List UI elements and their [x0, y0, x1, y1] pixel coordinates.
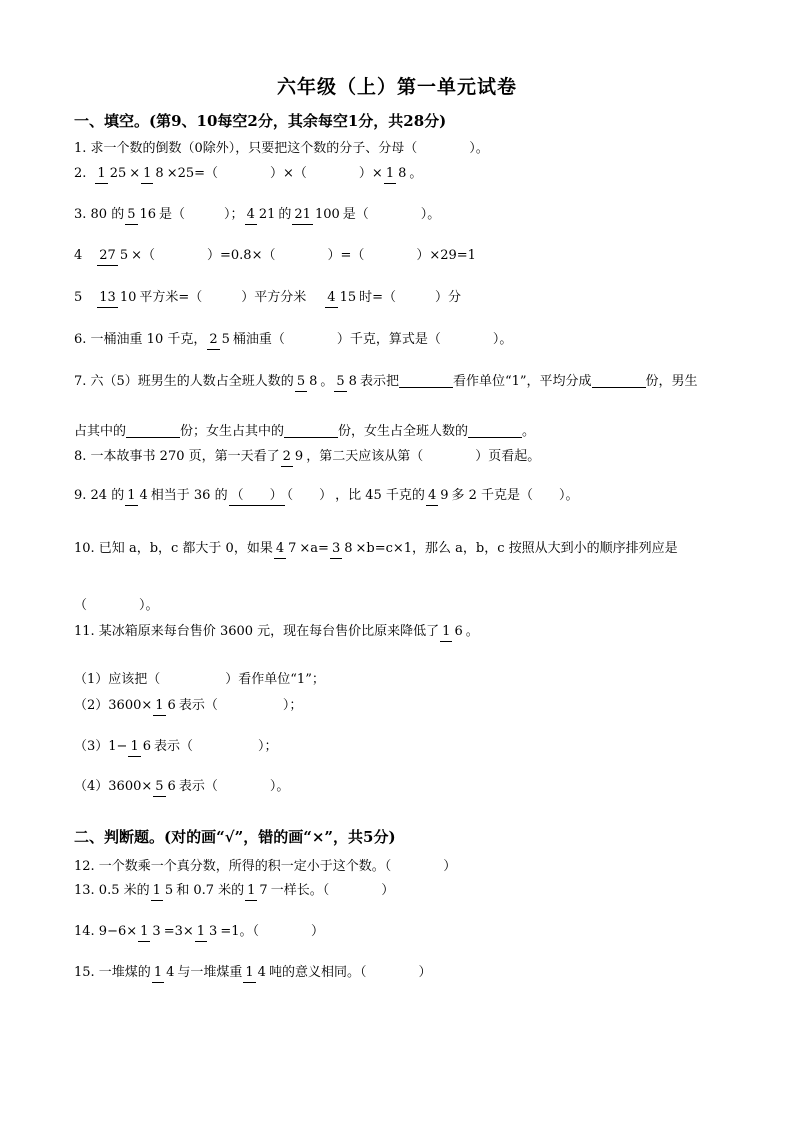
question-7: [74, 375, 698, 388]
answer-blank[interactable]: [468, 425, 522, 438]
fraction: 5 8: [295, 375, 320, 388]
question-6: [74, 333, 512, 346]
fraction: 3 8: [330, 542, 355, 555]
question-7-text: 7. 六（5）班男生的人数占全班人数的: [74, 374, 294, 389]
question-4-number: 4: [74, 248, 83, 263]
question-10-text: ×a=: [299, 541, 329, 556]
question-8-text: ，第二天应该从第（ ）页看起。: [306, 449, 541, 464]
question-15-text: 吨的意义相同。（ ）: [268, 965, 432, 980]
fraction: 1 8: [141, 167, 166, 180]
fraction: 4 21: [245, 208, 278, 221]
question-9-text: 多 2 千克是（ ）。: [451, 488, 579, 503]
punctuation: 。: [522, 424, 536, 439]
section-1-heading: 一、填空。(第9、10每空2分，其余每空1分，共28分): [74, 112, 447, 130]
question-7-text: 占其中的: [74, 424, 127, 439]
question-11-sub-2: [74, 699, 302, 712]
question-9-text: ，比 45 千克的: [335, 488, 425, 503]
fraction: 4 15: [325, 291, 358, 304]
fraction: 4 7: [274, 542, 299, 555]
question-11-text: 表示（ ）；: [178, 698, 303, 713]
section-2-heading: 二、判断题。(对的画“√”，错的画“×”，共5分): [74, 828, 396, 846]
question-10-text: （ ）。: [74, 598, 159, 613]
question-9: [74, 489, 579, 502]
fraction: 1 5: [151, 884, 176, 897]
question-5-text: 时=（ ）分: [359, 290, 462, 305]
question-11-sub-3: [74, 740, 278, 753]
punctuation: 。: [465, 624, 479, 639]
question-10-line-2: [74, 599, 159, 612]
fraction: 1 3: [138, 925, 163, 938]
fraction: 1 7: [245, 884, 270, 897]
punctuation: 。: [409, 166, 423, 181]
question-5-number: 5: [74, 290, 83, 305]
question-13-text: 和 0.7 米的: [176, 883, 245, 898]
question-3-text: 3. 80 的: [74, 207, 125, 222]
question-7-text: 看作单位“1”，平均分成: [452, 374, 592, 389]
question-14-text: =3×: [163, 924, 194, 939]
question-11: [74, 625, 479, 638]
page-title: 六年级（上）第一单元试卷: [276, 76, 517, 98]
question-14-text: =1。（ ）: [220, 924, 324, 939]
question-4: [74, 249, 476, 262]
question-10: [74, 542, 678, 555]
question-2-number: 2.: [74, 166, 87, 181]
answer-blank[interactable]: [126, 425, 180, 438]
question-9-text: 相当于 36 的: [150, 488, 228, 503]
question-11-sub-4: [74, 780, 289, 793]
fraction: 13 10: [97, 291, 138, 304]
fraction: 1 6: [440, 625, 465, 638]
question-15-text: 与一堆煤重: [177, 965, 243, 980]
blank-fraction[interactable]: （ ） （ ）: [229, 489, 335, 502]
fraction: 2 9: [281, 450, 306, 463]
question-14: [74, 925, 324, 938]
fraction: 27 5: [97, 249, 130, 262]
fraction: 5 6: [153, 780, 178, 793]
question-7-text: 表示把: [359, 374, 399, 389]
question-15: [74, 966, 431, 979]
question-11-text: （3）1−: [74, 739, 128, 754]
fraction: 1 6: [153, 699, 178, 712]
times-sign: ×: [129, 166, 141, 181]
question-15-text: 15. 一堆煤的: [74, 965, 151, 980]
fraction: 1 4: [243, 966, 268, 979]
question-12-text: 12. 一个数乘一个真分数，所得的积一定小于这个数。（ ）: [74, 859, 457, 874]
question-11-text: （2）3600×: [74, 698, 153, 713]
question-11-text: （4）3600×: [74, 779, 153, 794]
answer-blank[interactable]: [284, 425, 338, 438]
question-10-text: 10. 已知 a，b，c 都大于 0，如果: [74, 541, 273, 556]
question-13-text: 一样长。（ ）: [270, 883, 395, 898]
fraction: 1 8: [384, 167, 409, 180]
fraction: 5 16: [125, 208, 158, 221]
question-12: [74, 860, 456, 873]
question-10-text: ×b=c×1，那么 a，b，c 按照从大到小的顺序排列应是: [355, 541, 678, 556]
fraction: 5 8: [334, 375, 359, 388]
question-6-text: 桶油重（ ）千克，算式是（ ）。: [232, 332, 513, 347]
question-11-text: 表示（ ）；: [154, 739, 278, 754]
question-3-text: 的: [278, 207, 292, 222]
fraction: 2 5: [207, 333, 232, 346]
fraction: 1 25: [95, 167, 128, 180]
question-1-text: 1. 求一个数的倒数（0除外），只要把这个数的分子、分母（ ）。: [74, 141, 489, 156]
question-5: [74, 291, 461, 304]
question-1: [74, 142, 489, 155]
question-8-text: 8. 一本故事书 270 页，第一天看了: [74, 449, 280, 464]
question-11-sub-1: [74, 673, 325, 686]
question-8: [74, 450, 540, 463]
question-7-line-2: [74, 425, 535, 438]
question-2-text: ×25=（ ）×（ ）×: [166, 166, 383, 181]
question-7-text: 份，女生占全班人数的: [338, 424, 469, 439]
question-13: [74, 884, 394, 897]
answer-blank[interactable]: [592, 375, 646, 388]
question-4-text: ×（ ）=0.8×（ ）=（ ）×29=1: [131, 248, 476, 263]
fraction: 1 3: [195, 925, 220, 938]
answer-blank[interactable]: [399, 375, 453, 388]
fraction: 1 4: [152, 966, 177, 979]
question-3-text: 是（ ）。: [342, 207, 441, 222]
fraction: 4 9: [426, 489, 451, 502]
fraction: 1 6: [128, 740, 153, 753]
question-3-text: 是（ ）；: [159, 207, 244, 222]
question-6-text: 6. 一桶油重 10 千克，: [74, 332, 207, 347]
fraction: 1 4: [125, 489, 150, 502]
question-3: [74, 208, 440, 221]
question-14-text: 14. 9−6×: [74, 924, 138, 939]
question-9-text: 9. 24 的: [74, 488, 125, 503]
question-2: [74, 167, 422, 180]
question-11-text: 11. 某冰箱原来每台售价 3600 元，现在每台售价比原来降低了: [74, 624, 440, 639]
punctuation: 。: [320, 374, 334, 389]
question-11-text: （1）应该把（ ）看作单位“1”；: [74, 672, 325, 687]
question-11-text: 表示（ ）。: [178, 779, 290, 794]
question-7-text: 份；女生占其中的: [180, 424, 285, 439]
question-5-text: 平方米=（ ）平方分米: [139, 290, 307, 305]
question-13-text: 13. 0.5 米的: [74, 883, 150, 898]
fraction: 21 100: [292, 208, 341, 221]
question-7-text: 份，男生: [645, 374, 698, 389]
